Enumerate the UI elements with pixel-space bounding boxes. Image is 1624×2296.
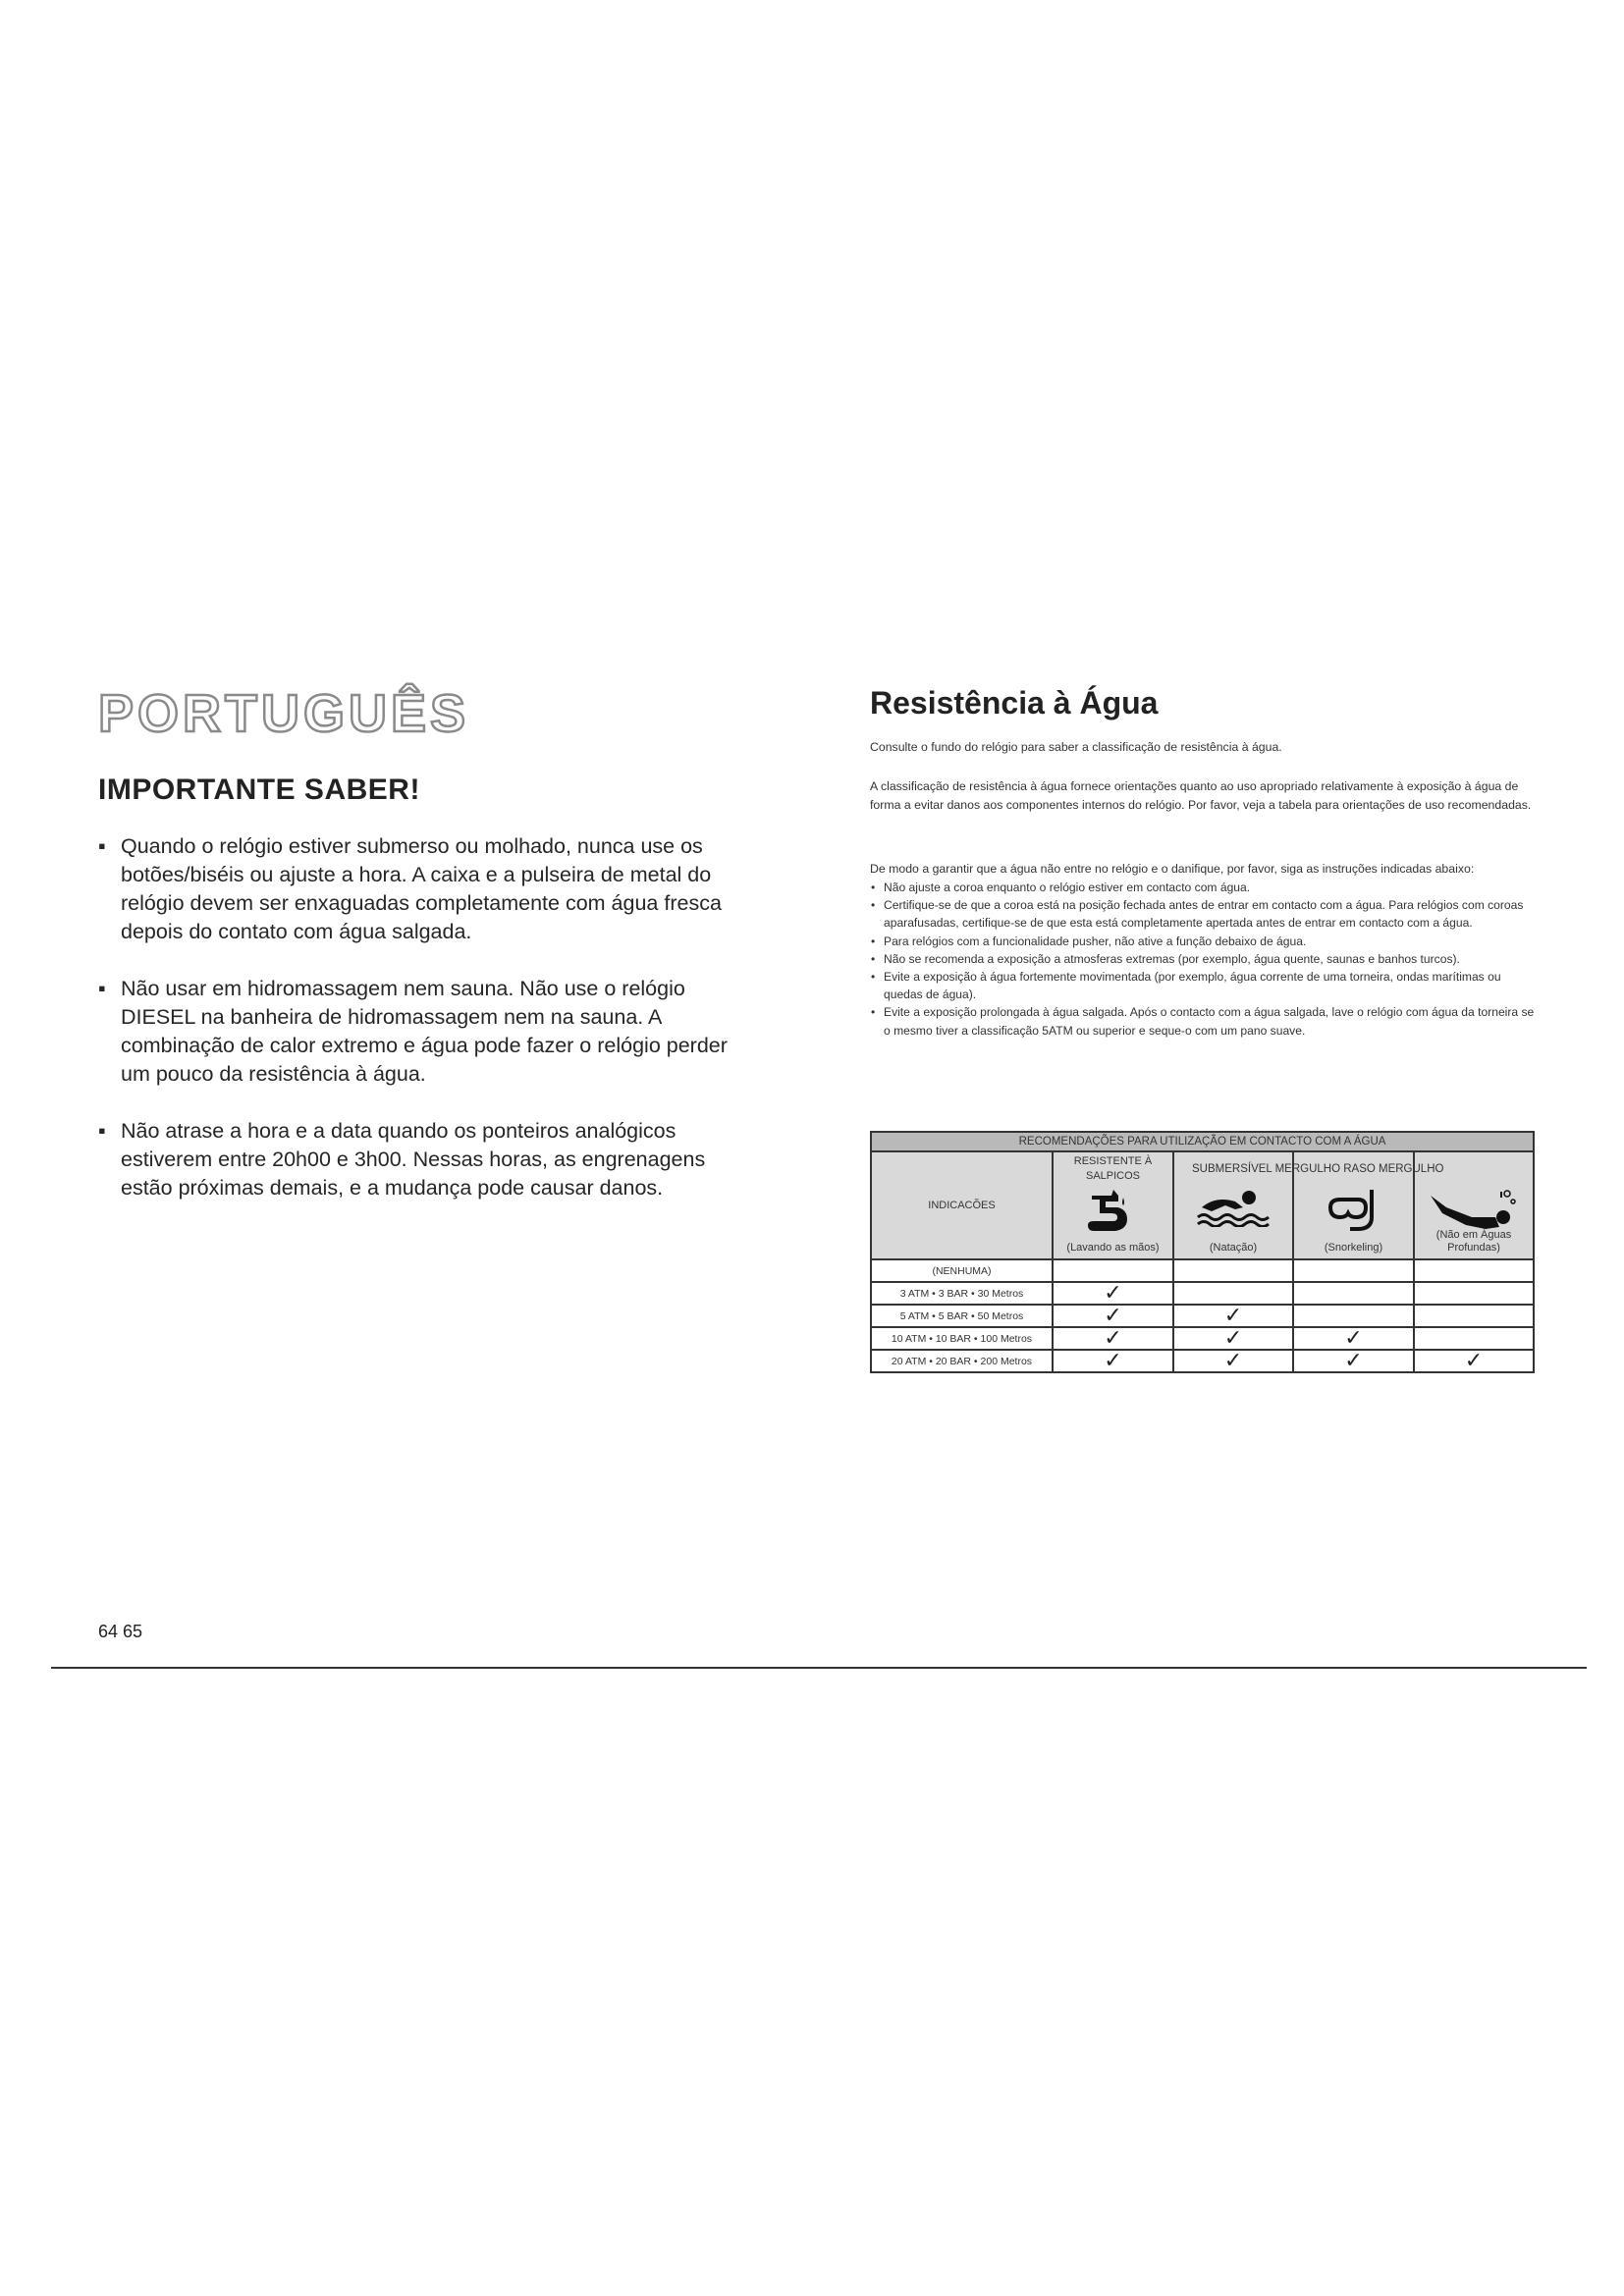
row-label: 3 ATM • 3 BAR • 30 Metros	[871, 1282, 1053, 1305]
check-cell	[1414, 1350, 1534, 1372]
square-bullet-icon: ▪	[98, 1119, 106, 1143]
icon-cell	[1053, 1151, 1173, 1259]
check-icon: ✓	[1344, 1348, 1363, 1372]
list-item	[98, 832, 746, 946]
dot-bullet-icon: •	[871, 951, 876, 966]
check-cell	[1173, 1327, 1293, 1350]
check-icon: ✓	[1104, 1325, 1122, 1350]
dot-bullet-icon: •	[871, 1005, 876, 1020]
check-cell	[1053, 1350, 1173, 1372]
square-bullet-icon: ▪	[98, 834, 106, 858]
important-heading: IMPORTANTE SABER!	[98, 774, 420, 806]
page-numbers: 64 65	[98, 1622, 143, 1641]
list-item-text: Não usar em hidromassagem nem sauna. Não use o relógio DIESEL na banheira de hidromassagem nem na sauna. A combinação de calor extremo e água pode fazer o relógio perder um pouco da resistência à água.	[121, 977, 728, 1086]
check-icon: ✓	[1104, 1303, 1122, 1327]
column-bottom-label: (Natação)	[1209, 1242, 1258, 1254]
check-icon: ✓	[1223, 1303, 1243, 1327]
indications-label: INDICACÕES	[871, 1151, 1053, 1259]
list-item-text: Não se recomenda a exposição a atmosferas extremas (por exemplo, água quente, saunas e banhos turcos).	[884, 951, 1460, 966]
table-header: RECOMENDAÇÕES PARA UTILIZAÇÃO EM CONTACTO COM A ÁGUA	[871, 1132, 1534, 1151]
list-item-text: Evite a exposição à água fortemente movimentada (por exemplo, água corrente de uma torneira, ondas marítimas ou quedas de água).	[884, 970, 1501, 1002]
check-icon: ✓	[1223, 1325, 1243, 1350]
check-cell	[1053, 1327, 1173, 1350]
instructions-lead: De modo a garantir que a água não entre no relógio e o danifique, por favor, siga as instruções indicadas abaixo:	[870, 862, 1475, 876]
list-item-text: Evite a exposição prolongada à água salgada. Após o contacto com a água salgada, lave o relógio com água da torneira se o mesmo tiver a classificação 5ATM ou superior e seque-o com um pano suave.	[884, 1005, 1535, 1038]
table-row	[871, 1327, 1534, 1350]
swimmer-icon	[1196, 1188, 1271, 1227]
check-cell	[1053, 1305, 1173, 1327]
table-row	[871, 1305, 1534, 1327]
check-cell	[1173, 1259, 1293, 1282]
dot-bullet-icon: •	[871, 970, 876, 985]
square-bullet-icon: ▪	[98, 977, 106, 1000]
important-list	[98, 832, 746, 1231]
categories-label: SUBMERSÍVEL MERGULHO RASO MERGULHO	[1192, 1163, 1444, 1175]
table-row	[871, 1259, 1534, 1282]
list-item	[98, 1117, 746, 1202]
row-label: (NENHUMA)	[871, 1259, 1053, 1282]
column-bottom-label: (Não em Águas Profundas)	[1435, 1229, 1512, 1254]
hand-washing-icon	[1084, 1188, 1143, 1237]
list-item	[870, 896, 1538, 932]
list-item	[870, 879, 1538, 896]
list-item-text: Quando o relógio estiver submerso ou molhado, nunca use os botões/biséis ou ajuste a hora. A caixa e a pulseira de metal do relógio devem ser enxaguadas completamente com água fresca depois do contato com água salgada.	[121, 834, 722, 943]
instructions-list	[870, 879, 1538, 1040]
check-cell	[1173, 1282, 1293, 1305]
check-cell	[1414, 1305, 1534, 1327]
intro-text: Consulte o fundo do relógio para saber a classificação de resistência à água.	[870, 740, 1282, 754]
classification-paragraph: A classificação de resistência à água fornece orientações quanto ao uso apropriado relativamente à exposição à água de forma a evitar danos aos componentes internos do relógio. Por favor, veja a tabela para orientações de uso recomendadas.	[870, 779, 1532, 812]
check-cell	[1414, 1259, 1534, 1282]
check-icon: ✓	[1223, 1348, 1243, 1372]
list-item	[870, 950, 1538, 968]
check-cell	[1293, 1259, 1414, 1282]
check-icon: ✓	[1104, 1348, 1122, 1372]
list-item-text: Não atrase a hora e a data quando os ponteiros analógicos estiverem entre 20h00 e 3h00. Nessas horas, as engrenagens estão próximas demais, e a mudança pode causar danos.	[121, 1119, 706, 1200]
dot-bullet-icon: •	[871, 934, 876, 948]
list-item	[870, 1003, 1538, 1039]
check-cell	[1293, 1327, 1414, 1350]
footer-divider	[51, 1667, 1587, 1669]
check-cell	[1053, 1259, 1173, 1282]
check-icon: ✓	[1104, 1280, 1122, 1305]
check-cell	[1293, 1282, 1414, 1305]
row-label: 10 ATM • 10 BAR • 100 Metros	[871, 1327, 1053, 1350]
check-cell	[1414, 1327, 1534, 1350]
check-icon: ✓	[1344, 1325, 1363, 1350]
list-item	[98, 975, 746, 1089]
list-item-text: Certifique-se de que a coroa está na posição fechada antes de entrar em contacto com a água. Para relógios com coroas aparafusadas, certifique-se de que esta está completamente apertada antes de entrar em contacto com a água.	[884, 898, 1524, 931]
check-cell	[1414, 1282, 1534, 1305]
check-cell	[1173, 1350, 1293, 1372]
row-label: 5 ATM • 5 BAR • 50 Metros	[871, 1305, 1053, 1327]
column-bottom-label: (Lavando as mãos)	[1066, 1242, 1160, 1254]
language-title: PORTUGUÊS	[98, 684, 470, 743]
list-item-text: Para relógios com a funcionalidade pusher, não ative a função debaixo de água.	[884, 934, 1307, 948]
list-item	[870, 933, 1538, 950]
check-cell	[1173, 1305, 1293, 1327]
list-item	[870, 968, 1538, 1003]
check-cell	[1053, 1282, 1173, 1305]
check-icon: ✓	[1464, 1348, 1484, 1372]
column-bottom-label: (Snorkeling)	[1324, 1242, 1383, 1254]
list-item-text: Não ajuste a coroa enquanto o relógio estiver em contacto com água.	[884, 881, 1251, 894]
section-title: Resistência à Água	[870, 685, 1159, 721]
table-row	[871, 1282, 1534, 1305]
table-row	[871, 1350, 1534, 1372]
row-label: 20 ATM • 20 BAR • 200 Metros	[871, 1350, 1053, 1372]
column-top-label: RESISTENTE À SALPICOS	[1073, 1155, 1153, 1182]
check-cell	[1293, 1305, 1414, 1327]
dot-bullet-icon: •	[871, 881, 876, 894]
snorkel-mask-icon	[1326, 1188, 1381, 1235]
dot-bullet-icon: •	[871, 898, 876, 913]
check-cell	[1293, 1350, 1414, 1372]
